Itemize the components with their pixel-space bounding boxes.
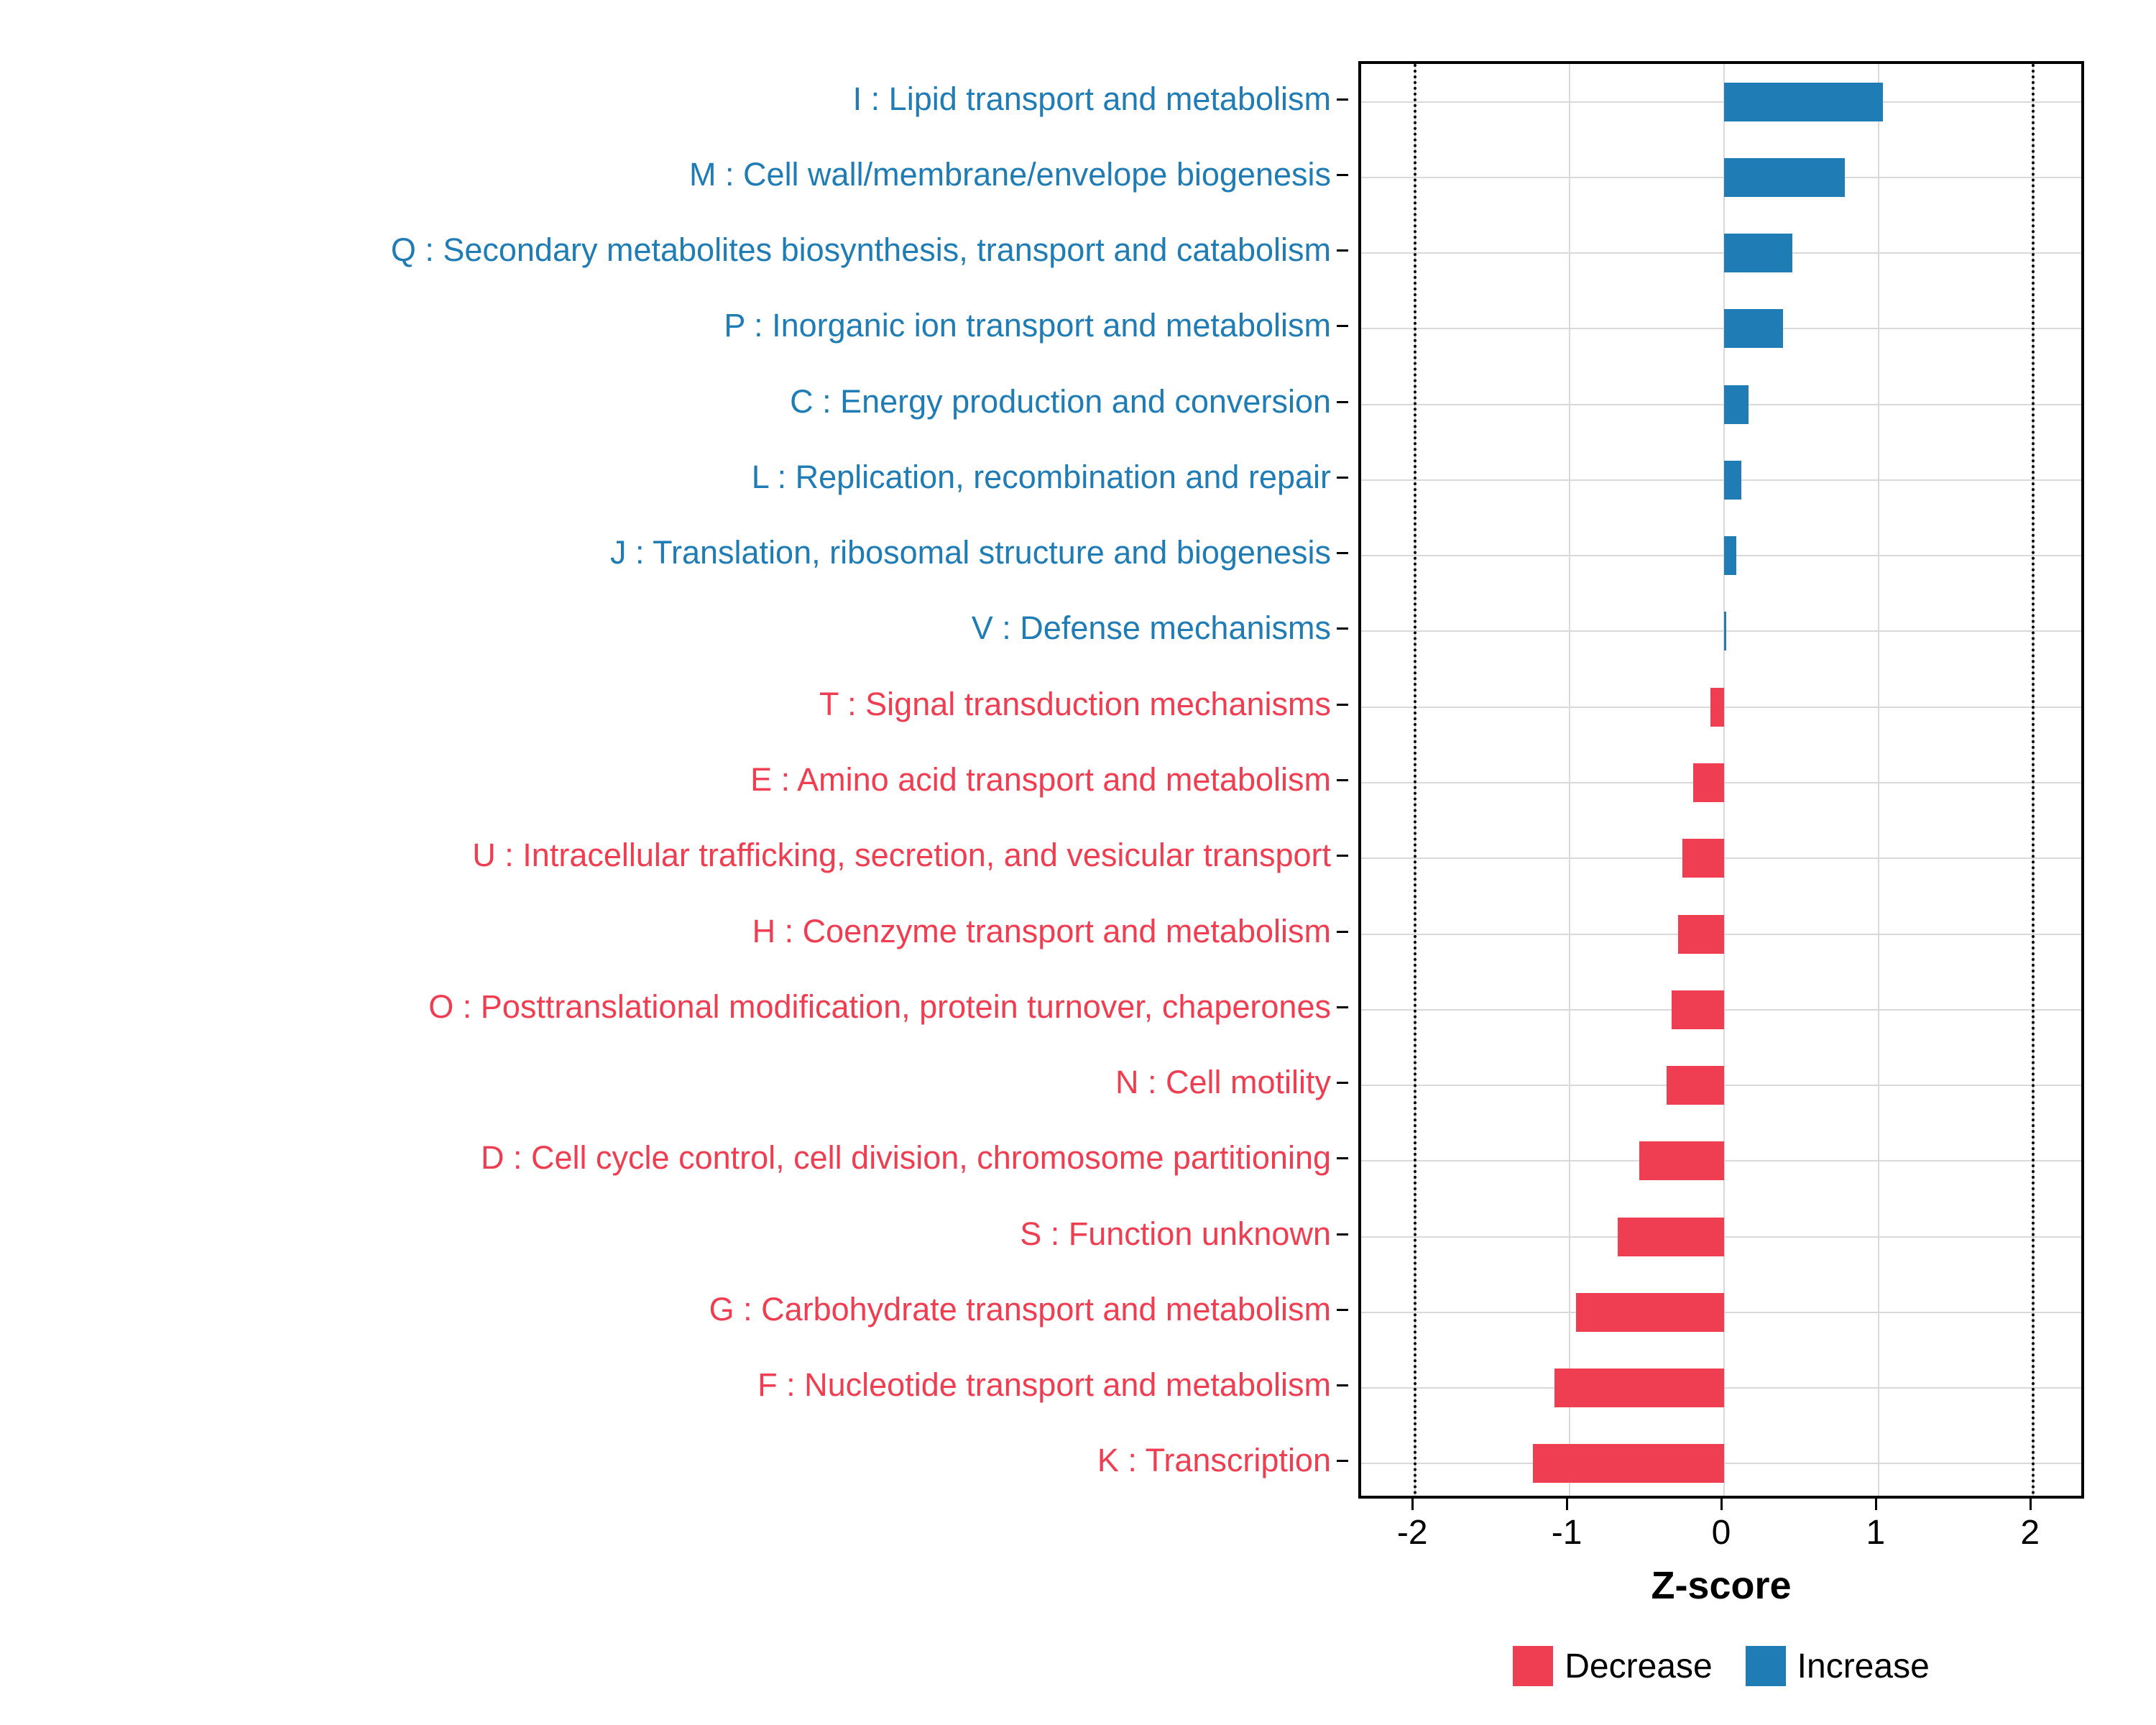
bar xyxy=(1672,990,1724,1029)
y-axis-tick xyxy=(1337,704,1348,706)
y-axis-tick xyxy=(1337,1082,1348,1084)
reference-line xyxy=(2032,64,2035,1496)
x-axis-tick xyxy=(2030,1499,2032,1510)
x-axis-tick-label: -2 xyxy=(1396,1514,1428,1552)
plot-panel xyxy=(1358,61,2084,1499)
y-axis-tick xyxy=(1337,1460,1348,1462)
y-axis-tick xyxy=(1337,855,1348,857)
grid-line-vertical xyxy=(1569,64,1570,1496)
x-axis-tick xyxy=(1411,1499,1414,1510)
grid-line-horizontal xyxy=(1361,479,2081,481)
y-axis-tick-label: K : Transcription xyxy=(1097,1442,1331,1479)
bar xyxy=(1724,309,1783,348)
y-axis-tick xyxy=(1337,174,1348,176)
x-axis-tick xyxy=(1720,1499,1723,1510)
legend-label: Increase xyxy=(1797,1647,1930,1685)
reference-line xyxy=(1414,64,1416,1496)
x-axis-tick-label: 1 xyxy=(1866,1514,1886,1552)
y-axis-tick-label: M : Cell wall/membrane/envelope biogenesis xyxy=(689,155,1331,193)
bar xyxy=(1678,915,1724,954)
grid-line-horizontal xyxy=(1361,177,2081,178)
x-axis-title: Z-score xyxy=(1651,1564,1792,1607)
y-axis-tick xyxy=(1337,1233,1348,1236)
y-axis-tick-label: C : Energy production and conversion xyxy=(790,382,1331,420)
y-axis-tick-label: G : Carbohydrate transport and metabolism xyxy=(709,1290,1331,1328)
y-axis-tick xyxy=(1337,552,1348,554)
legend-swatch xyxy=(1746,1646,1786,1686)
y-axis-tick-label: E : Amino acid transport and metabolism xyxy=(750,761,1331,798)
y-axis-tick xyxy=(1337,249,1348,252)
bar xyxy=(1724,612,1726,650)
bar xyxy=(1710,688,1724,727)
y-axis-tick-label: Q : Secondary metabolites biosynthesis, transport and catabolism xyxy=(390,231,1331,269)
bar xyxy=(1693,763,1724,802)
x-axis-tick-label: 2 xyxy=(2020,1514,2040,1552)
legend-item xyxy=(1746,1646,1930,1686)
grid-line-horizontal xyxy=(1361,555,2081,556)
y-axis-tick-label: F : Nucleotide transport and metabolism xyxy=(757,1366,1331,1404)
bar xyxy=(1533,1444,1724,1483)
bar xyxy=(1618,1218,1724,1256)
y-axis-tick xyxy=(1337,627,1348,630)
grid-line-horizontal xyxy=(1361,252,2081,254)
bar xyxy=(1554,1368,1724,1407)
x-axis-tick-label: 0 xyxy=(1711,1514,1731,1552)
y-axis-tick xyxy=(1337,325,1348,327)
y-axis-tick-label: D : Cell cycle control, cell division, chromosome partitioning xyxy=(481,1139,1331,1177)
y-axis-tick-label: O : Posttranslational modification, protein turnover, chaperones xyxy=(428,988,1331,1025)
chart-legend xyxy=(1358,1646,2084,1686)
plot-area xyxy=(1361,64,2081,1496)
bar xyxy=(1724,385,1749,424)
y-axis-tick xyxy=(1337,1006,1348,1008)
legend-item xyxy=(1513,1646,1712,1686)
y-axis-tick xyxy=(1337,401,1348,403)
grid-line-horizontal xyxy=(1361,328,2081,329)
y-axis-tick-label: T : Signal transduction mechanisms xyxy=(819,685,1331,722)
y-axis-tick-label: J : Translation, ribosomal structure and biogenesis xyxy=(609,534,1331,571)
y-axis-tick xyxy=(1337,1309,1348,1311)
bar xyxy=(1724,158,1845,197)
legend-label: Decrease xyxy=(1565,1647,1713,1685)
y-axis-tick xyxy=(1337,931,1348,933)
bar xyxy=(1724,234,1792,272)
y-axis-tick-label: I : Lipid transport and metabolism xyxy=(852,80,1331,117)
bar xyxy=(1682,839,1724,878)
grid-line-horizontal xyxy=(1361,404,2081,405)
bar xyxy=(1724,536,1736,575)
grid-line-vertical xyxy=(1878,64,1879,1496)
y-axis-tick-label: V : Defense mechanisms xyxy=(971,610,1331,647)
bar xyxy=(1667,1066,1724,1105)
y-axis-tick xyxy=(1337,1157,1348,1159)
y-axis-tick-label: P : Inorganic ion transport and metabolism xyxy=(724,307,1331,344)
y-axis-tick-label: H : Coenzyme transport and metabolism xyxy=(752,912,1331,949)
y-axis-tick-label: S : Function unknown xyxy=(1020,1215,1331,1252)
grid-line-horizontal xyxy=(1361,630,2081,632)
y-axis-tick xyxy=(1337,1384,1348,1386)
x-axis-tick-label: -1 xyxy=(1551,1514,1583,1552)
y-axis-tick xyxy=(1337,779,1348,781)
grid-line-horizontal xyxy=(1361,101,2081,103)
bar xyxy=(1724,461,1741,500)
y-axis-tick xyxy=(1337,477,1348,479)
y-axis-tick-label: L : Replication, recombination and repair xyxy=(751,458,1331,495)
y-axis-tick xyxy=(1337,98,1348,101)
bar xyxy=(1724,83,1883,121)
y-axis-tick-label: N : Cell motility xyxy=(1115,1064,1331,1101)
x-axis-tick xyxy=(1875,1499,1877,1510)
bar xyxy=(1576,1293,1724,1332)
y-axis-labels xyxy=(0,61,1348,1499)
x-axis-tick xyxy=(1566,1499,1568,1510)
bar xyxy=(1639,1141,1724,1180)
y-axis-tick-label: U : Intracellular trafficking, secretion, and vesicular transport xyxy=(472,837,1331,874)
legend-swatch xyxy=(1513,1646,1553,1686)
